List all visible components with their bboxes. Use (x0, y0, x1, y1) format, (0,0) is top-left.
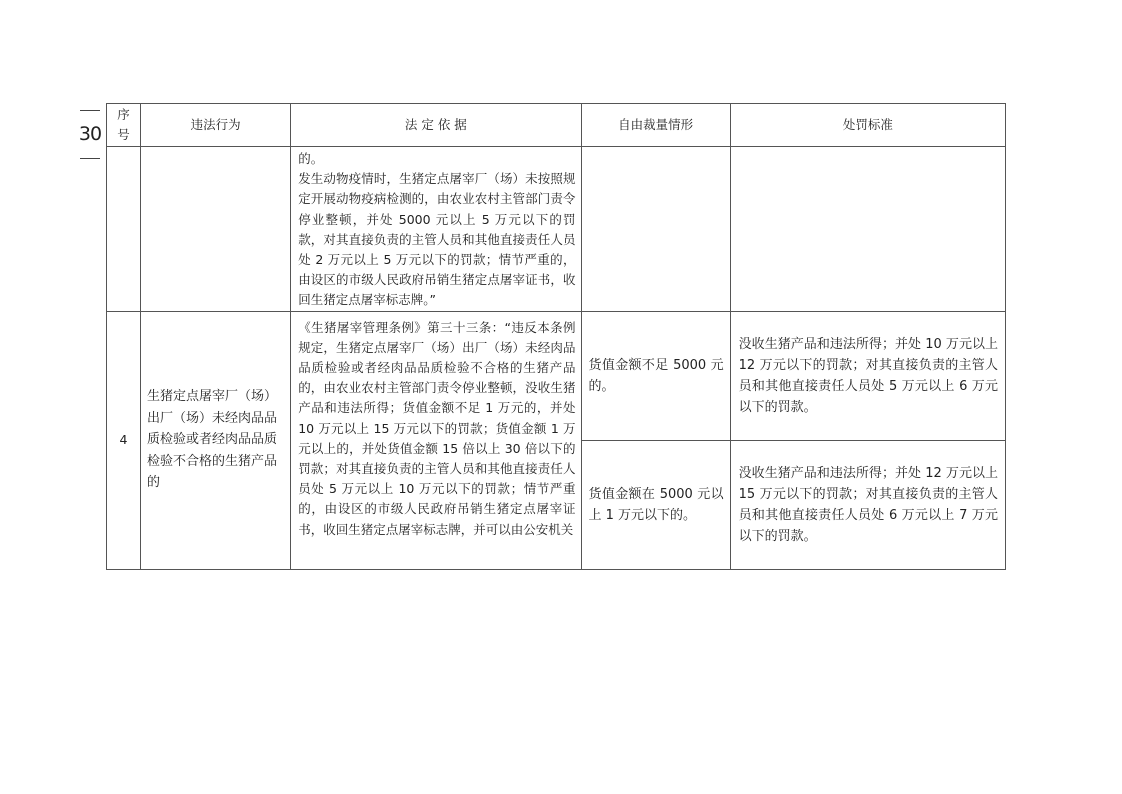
table-header-row (107, 104, 1006, 147)
table-row-continuation (107, 147, 1006, 312)
header-discretion: 自由裁量情形 (581, 104, 730, 147)
row4-case1-standard-cell (730, 311, 1005, 440)
row4-case1-discretion: 货值金额不足 5000 元的。 (588, 357, 724, 394)
header-standard: 处罚标准 (730, 104, 1005, 147)
row4-case1-discretion-cell (581, 311, 730, 440)
cont-index-cell (107, 147, 141, 312)
row4-index: 4 (107, 311, 141, 569)
row4-case1-standard: 没收生猪产品和违法所得；并处 10 万元以上 12 万元以下的罚款；对其直接负责的主管人员和其他直接责任人员处 5 万元以上 6 万元以下的罚款。 (738, 336, 998, 415)
row4-act-text: 生猪定点屠宰厂（场）出厂（场）未经肉品品质检验或者经肉品品质检验不合格的生猪产品的 (147, 389, 278, 491)
penalty-table (106, 103, 1006, 570)
header-index: 序号 (107, 104, 141, 147)
cont-discretion-cell (581, 147, 730, 312)
row4-basis-text: 《生猪屠宰管理条例》第三十三条：“违反本条例规定，生猪定点屠宰厂（场）出厂（场）未经肉品品质检验或者经肉品品质检验不合格的生猪产品的，由农业农村主管部门责令停业整顿，没收生猪产品和违法所得；货值金额不足 1 万元的，并处 10 万元以上 15 万元以下的罚款；货值金额 1 万元以上的，并处货值金额 15 倍以上 30 倍以下的罚款；对其直接负责的主管人员和其他直接责任人员处 5 万元以上 10 万元以下的罚款；情节严重的，由设区的市级人民政府吊销生猪定点屠宰证书，收回生猪定点屠宰标志牌，并可以由公安机关 (298, 319, 576, 537)
cont-act-cell (141, 147, 291, 312)
page-number-dash-bottom (80, 158, 100, 159)
row4-basis-cell (291, 311, 581, 569)
cont-basis-text: 的。 发生动物疫情时，生猪定点屠宰厂（场）未按照规定开展动物疫病检测的，由农业农村主管部门责令停业整顿，并处 5000 元以上 5 万元以下的罚款，对其直接负责的主管人员和其他直接责任人员处 2 万元以上 5 万元以下的罚款；情节严重的，由设区的市级人民政府吊销生猪定点屠宰证书，收回生猪定点屠宰标志牌。” (298, 151, 576, 308)
header-act: 违法行为 (141, 104, 291, 147)
header-basis: 法 定 依 据 (291, 104, 581, 147)
row4-act-cell (141, 311, 291, 569)
page-number-value: 30 (78, 123, 102, 145)
row4-case2-discretion: 货值金额在 5000 元以上 1 万元以下的。 (588, 486, 724, 523)
page-number-dash-top (80, 110, 100, 111)
row4-case2-standard: 没收生猪产品和违法所得；并处 12 万元以上 15 万元以下的罚款；对其直接负责的主管人员和其他直接责任人员处 6 万元以上 7 万元以下的罚款。 (738, 465, 998, 544)
table-row-4a (107, 311, 1006, 440)
row4-case2-discretion-cell (581, 440, 730, 569)
page-number (78, 104, 102, 159)
cont-standard-cell (730, 147, 1005, 312)
cont-basis-cell (291, 147, 581, 312)
row4-case2-standard-cell (730, 440, 1005, 569)
